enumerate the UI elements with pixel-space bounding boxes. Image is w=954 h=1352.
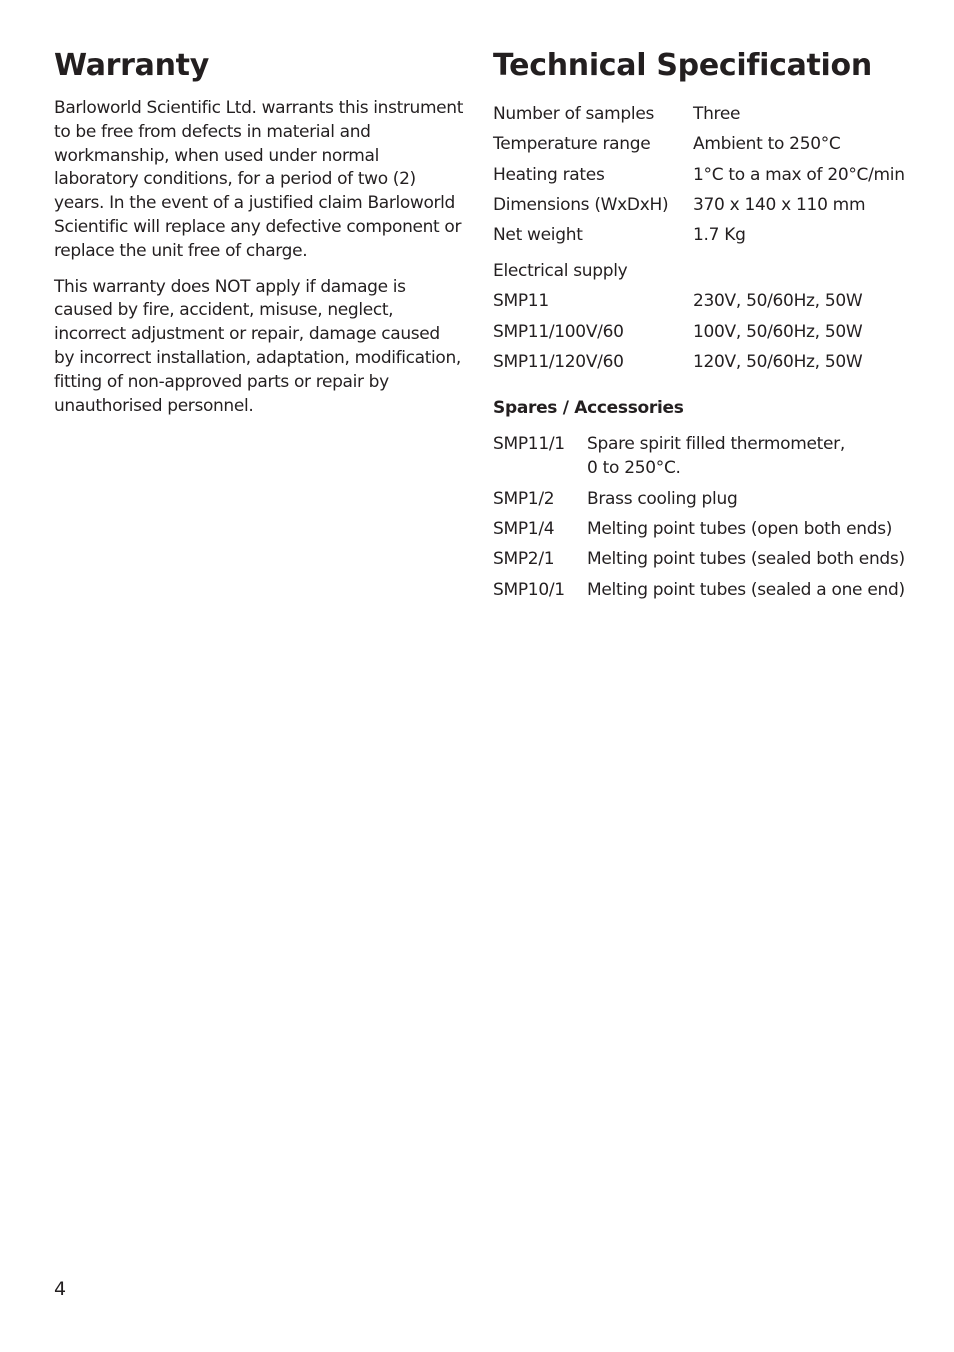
electrical-row: [493, 322, 862, 352]
spares-description-line: Spare spirit filled thermometer,: [587, 434, 845, 455]
page-number: 4: [54, 1278, 67, 1300]
warranty-title: Warranty: [54, 48, 209, 83]
spares-code: SMP1/2: [493, 488, 555, 509]
spec-label: Heating rates: [493, 164, 605, 185]
spec-row: [493, 134, 905, 164]
spec-label: Number of samples: [493, 104, 655, 124]
warranty-section: [54, 46, 464, 418]
tech-spec-title: Technical Specification: [493, 48, 872, 83]
spec-value: Three: [693, 104, 741, 124]
spares-description: Melting point tubes (open both ends): [587, 518, 893, 539]
electrical-row: [493, 352, 862, 382]
electrical-table: [493, 291, 862, 382]
electrical-value: 100V, 50/60Hz, 50W: [693, 321, 863, 342]
spec-row: [493, 195, 905, 225]
spares-code: SMP2/1: [493, 549, 555, 570]
spec-value: 370 x 140 x 110 mm: [693, 194, 866, 215]
spares-description: Melting point tubes (sealed a one end): [587, 579, 905, 600]
electrical-value: 120V, 50/60Hz, 50W: [693, 352, 863, 373]
spec-value: 1°C to a max of 20°C/min: [693, 164, 905, 185]
electrical-model: SMP11/120V/60: [493, 352, 624, 373]
warranty-paragraph-1: Barloworld Scientific Ltd. warrants this instrument to be free from defects in material and workmanship, when used under normal laboratory conditions, for a period of two (2) years. In the event of a justified claim Barloworld Scientific will replace any defective component or replace the unit free of charge.: [54, 98, 464, 261]
electrical-row: [493, 291, 862, 321]
warranty-paragraph-2: This warranty does NOT apply if damage is caused by fire, accident, misuse, neglect, incorrect adjustment or repair, damage caused by incorrect installation, adaptation, modification, fitting of non-approved parts or repair by unauthorised personnel.: [54, 276, 461, 416]
spares-code: SMP11/1: [493, 434, 565, 455]
electrical-supply-heading: Electrical supply: [493, 261, 628, 282]
spares-description: [587, 432, 905, 486]
tech-spec-section: [493, 46, 933, 608]
spares-code: SMP1/4: [493, 518, 555, 539]
spec-value: Ambient to 250°C: [693, 134, 841, 155]
electrical-value: 230V, 50/60Hz, 50W: [693, 291, 863, 312]
spares-row: [493, 517, 905, 547]
electrical-model: SMP11/100V/60: [493, 321, 624, 342]
electrical-model: SMP11: [493, 291, 549, 312]
spares-row: [493, 432, 905, 486]
spares-row: [493, 547, 905, 577]
spares-description: Melting point tubes (sealed both ends): [587, 549, 905, 570]
spec-label: Net weight: [493, 225, 583, 246]
spares-description: Brass cooling plug: [587, 488, 738, 509]
spec-label: Temperature range: [493, 134, 651, 155]
spec-row: [493, 225, 905, 255]
spec-value: 1.7 Kg: [693, 225, 746, 246]
spec-label: Dimensions (WxDxH): [493, 194, 669, 215]
spec-table: [493, 104, 905, 255]
spares-row: [493, 487, 905, 517]
spares-table: [493, 432, 905, 607]
spares-title: Spares / Accessories: [493, 398, 684, 419]
spares-row: [493, 578, 905, 608]
spares-description-line: 0 to 250°C.: [587, 458, 681, 479]
spares-code: SMP10/1: [493, 579, 565, 600]
spec-row: [493, 104, 905, 134]
spec-row: [493, 165, 905, 195]
